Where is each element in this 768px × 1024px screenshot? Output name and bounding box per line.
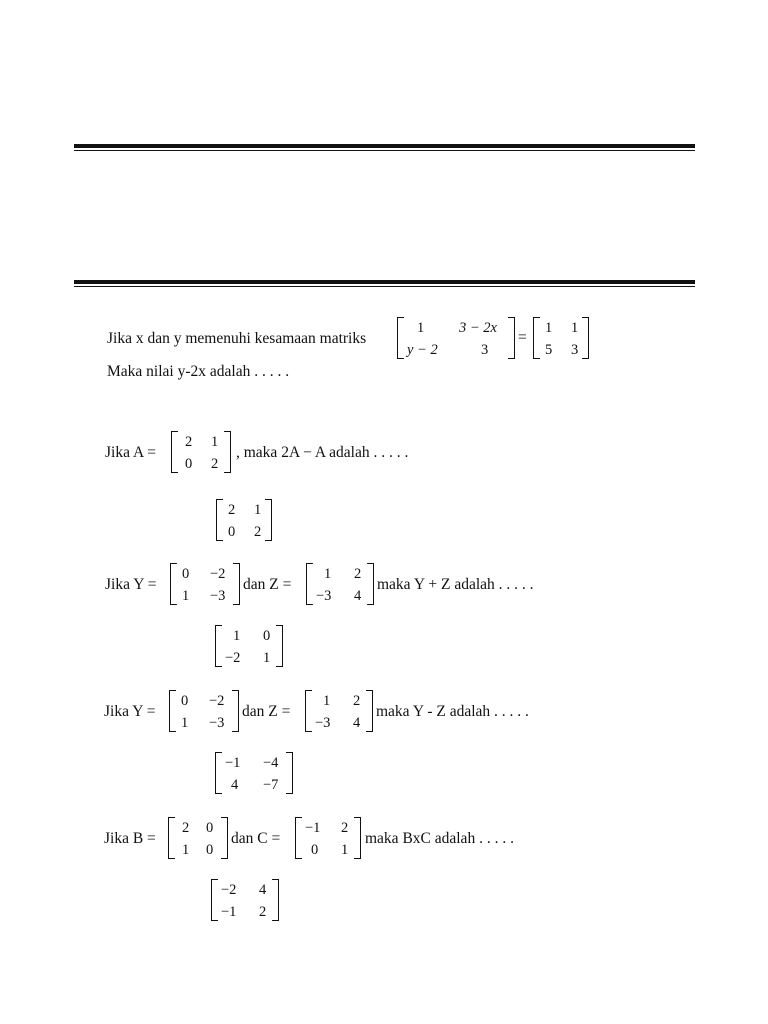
problem-4-question: maka Y - Z adalah . . . . . xyxy=(376,703,529,720)
problem-1-question: Maka nilai y-2x adalah . . . . . xyxy=(107,363,290,380)
problem-2-answer-matrix: 2 1 0 2 xyxy=(216,499,272,541)
problem-1-matrix-left: 1 3 − 2x y − 2 3 xyxy=(397,317,515,359)
problem-5-matrix-c: −1 2 0 1 xyxy=(295,817,361,859)
problem-3-matrix-z: 1 2 −3 4 xyxy=(306,563,374,605)
problem-1-text: Jika x dan y memenuhi kesamaan matriks xyxy=(107,330,367,347)
problem-1-matrix-right: 1 1 5 3 xyxy=(533,317,589,359)
problem-3-answer-matrix: 1 0 −2 1 xyxy=(215,625,283,667)
problem-4-matrix-z: 1 2 −3 4 xyxy=(305,690,373,732)
problem-2-matrix-a: 2 1 0 2 xyxy=(171,431,231,473)
problem-3-matrix-y: 0 −2 1 −3 xyxy=(170,563,240,605)
problem-2-text: Jika A = xyxy=(105,444,156,461)
problem-4-matrix-y: 0 −2 1 −3 xyxy=(169,690,239,732)
problem-4-answer-matrix: −1 −4 4 −7 xyxy=(215,752,293,794)
problem-3-text: Jika Y = xyxy=(105,576,157,593)
problem-3-question: maka Y + Z adalah . . . . . xyxy=(377,576,534,593)
problem-4-text: Jika Y = xyxy=(104,703,156,720)
equals-sign: = xyxy=(518,329,527,346)
problem-2-question: , maka 2A − A adalah . . . . . xyxy=(236,444,409,461)
top-rule xyxy=(74,144,695,151)
bottom-rule xyxy=(74,280,695,287)
problem-5-text: Jika B = xyxy=(104,830,156,847)
problem-5-matrix-b: 2 0 1 0 xyxy=(168,817,228,859)
problem-5-question: maka BxC adalah . . . . . xyxy=(365,830,514,847)
problem-5-answer-matrix: −2 4 −1 2 xyxy=(211,879,279,921)
